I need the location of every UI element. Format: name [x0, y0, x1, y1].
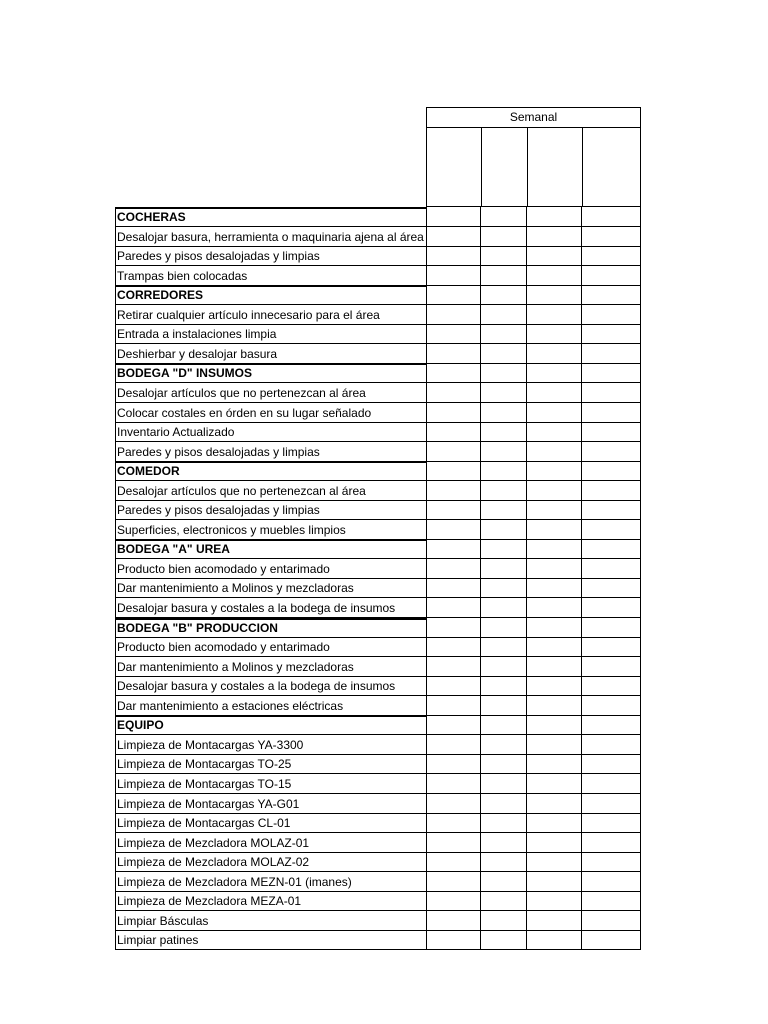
check-cell-week-4[interactable]: [582, 442, 641, 462]
check-cell-week-2[interactable]: [481, 324, 527, 344]
check-cell-week-2[interactable]: [481, 442, 527, 462]
section-title: BODEGA "D" INSUMOS: [117, 366, 252, 380]
check-cell-week-3[interactable]: [527, 598, 582, 618]
check-cell-week-2[interactable]: [481, 872, 527, 892]
task-label: Inventario Actualizado: [117, 425, 235, 439]
check-cell-week-3[interactable]: [527, 344, 582, 364]
check-cell-week-2[interactable]: [481, 403, 527, 423]
check-cell-week-1[interactable]: [426, 285, 481, 305]
section-header-row: [115, 285, 641, 305]
check-cell-week-1[interactable]: [426, 324, 481, 344]
check-cell-week-3[interactable]: [527, 324, 582, 344]
header-divider: [582, 128, 583, 207]
task-label: Desalojar artículos que no pertenezcan al área: [117, 386, 366, 400]
check-cell-week-2[interactable]: [481, 813, 527, 833]
check-cell-week-4[interactable]: [582, 794, 641, 814]
check-cell-week-3[interactable]: [527, 363, 582, 383]
section-header-row: [115, 363, 641, 383]
task-label: Limpieza de Mezcladora MOLAZ-02: [117, 855, 310, 869]
check-cell-week-1[interactable]: [426, 676, 481, 696]
check-cell-week-2[interactable]: [481, 266, 527, 286]
check-cell-week-3[interactable]: [527, 305, 582, 325]
check-cell-week-2[interactable]: [481, 696, 527, 716]
checklist-row: [115, 266, 641, 286]
check-cell-week-2[interactable]: [481, 344, 527, 364]
check-cell-week-4[interactable]: [582, 481, 641, 501]
checklist-row: [115, 305, 641, 325]
checklist-row: [115, 872, 641, 892]
check-cell-week-2[interactable]: [481, 930, 527, 950]
weekly-header-title: Semanal: [426, 107, 641, 128]
check-cell-week-2[interactable]: [481, 852, 527, 872]
check-cell-week-1[interactable]: [426, 715, 481, 735]
check-cell-week-1[interactable]: [426, 735, 481, 755]
checklist-row: [115, 891, 641, 911]
check-cell-week-3[interactable]: [527, 930, 582, 950]
check-cell-week-4[interactable]: [582, 657, 641, 677]
check-cell-week-2[interactable]: [481, 891, 527, 911]
check-cell-week-4[interactable]: [582, 266, 641, 286]
check-cell-week-1[interactable]: [426, 930, 481, 950]
check-cell-week-1[interactable]: [426, 598, 481, 618]
check-cell-week-4[interactable]: [582, 598, 641, 618]
checklist-row: [115, 246, 641, 266]
check-cell-week-1[interactable]: [426, 794, 481, 814]
check-cell-week-1[interactable]: [426, 637, 481, 657]
check-cell-week-1[interactable]: [426, 852, 481, 872]
check-cell-week-4[interactable]: [582, 344, 641, 364]
section-header-row: [115, 461, 641, 481]
check-cell-week-2[interactable]: [481, 207, 527, 227]
check-cell-week-4[interactable]: [582, 227, 641, 247]
check-cell-week-3[interactable]: [527, 559, 582, 579]
check-cell-week-2[interactable]: [481, 754, 527, 774]
check-cell-week-2[interactable]: [481, 794, 527, 814]
task-label: Limpieza de Montacargas TO-25: [117, 757, 292, 771]
check-cell-week-4[interactable]: [582, 852, 641, 872]
check-cell-week-4[interactable]: [582, 403, 641, 423]
check-cell-week-1[interactable]: [426, 363, 481, 383]
checklist-row: [115, 676, 641, 696]
check-cell-week-1[interactable]: [426, 207, 481, 227]
check-cell-week-4[interactable]: [582, 735, 641, 755]
checklist-row: [115, 852, 641, 872]
task-label: Dar mantenimiento a Molinos y mezcladoras: [117, 660, 354, 674]
check-cell-week-1[interactable]: [426, 500, 481, 520]
checklist-row: [115, 520, 641, 540]
check-cell-week-2[interactable]: [481, 657, 527, 677]
check-cell-week-4[interactable]: [582, 911, 641, 931]
check-cell-week-1[interactable]: [426, 246, 481, 266]
task-label: Limpieza de Montacargas YA-G01: [117, 797, 300, 811]
check-cell-week-3[interactable]: [527, 207, 582, 227]
check-cell-week-1[interactable]: [426, 481, 481, 501]
header-divider: [527, 128, 528, 207]
checklist-row: [115, 324, 641, 344]
check-cell-week-3[interactable]: [527, 715, 582, 735]
check-cell-week-3[interactable]: [527, 442, 582, 462]
checklist-row: [115, 598, 641, 618]
task-label: Entrada a instalaciones limpia: [117, 327, 277, 341]
task-label: Limpieza de Montacargas TO-15: [117, 777, 292, 791]
task-label: Paredes y pisos desalojadas y limpias: [117, 503, 320, 517]
task-label: Desalojar basura y costales a la bodega de insumos: [117, 601, 396, 615]
check-cell-week-1[interactable]: [426, 833, 481, 853]
check-cell-week-2[interactable]: [481, 559, 527, 579]
section-header-row: [115, 207, 641, 227]
check-cell-week-2[interactable]: [481, 715, 527, 735]
check-cell-week-4[interactable]: [582, 461, 641, 481]
section-header-row: [115, 539, 641, 559]
section-title: BODEGA "A" UREA: [117, 542, 230, 556]
checklist-row: [115, 794, 641, 814]
check-cell-week-2[interactable]: [481, 618, 527, 638]
check-cell-week-4[interactable]: [582, 696, 641, 716]
check-cell-week-2[interactable]: [481, 227, 527, 247]
check-cell-week-4[interactable]: [582, 813, 641, 833]
checklist-row: [115, 754, 641, 774]
check-cell-week-4[interactable]: [582, 754, 641, 774]
check-cell-week-2[interactable]: [481, 481, 527, 501]
task-label: Dar mantenimiento a Molinos y mezcladoras: [117, 581, 354, 595]
task-label: Desalojar basura, herramienta o maquinaria ajena al área: [117, 230, 424, 244]
check-cell-week-1[interactable]: [426, 578, 481, 598]
checklist-row: [115, 911, 641, 931]
task-label: Limpieza de Montacargas CL-01: [117, 816, 291, 830]
section-header-row: [115, 618, 641, 638]
check-cell-week-4[interactable]: [582, 383, 641, 403]
checklist-row: [115, 657, 641, 677]
check-cell-week-4[interactable]: [582, 676, 641, 696]
check-cell-week-1[interactable]: [426, 227, 481, 247]
checklist-row: [115, 833, 641, 853]
check-cell-week-1[interactable]: [426, 442, 481, 462]
check-cell-week-2[interactable]: [481, 676, 527, 696]
checklist-row: [115, 422, 641, 442]
check-cell-week-2[interactable]: [481, 911, 527, 931]
check-cell-week-3[interactable]: [527, 578, 582, 598]
check-cell-week-3[interactable]: [527, 246, 582, 266]
check-cell-week-2[interactable]: [481, 735, 527, 755]
check-cell-week-4[interactable]: [582, 305, 641, 325]
check-cell-week-2[interactable]: [481, 833, 527, 853]
check-cell-week-1[interactable]: [426, 520, 481, 540]
check-cell-week-2[interactable]: [481, 637, 527, 657]
check-cell-week-4[interactable]: [582, 891, 641, 911]
check-cell-week-4[interactable]: [582, 246, 641, 266]
check-cell-week-3[interactable]: [527, 911, 582, 931]
task-label: Desalojar basura y costales a la bodega de insumos: [117, 679, 396, 693]
section-title: COCHERAS: [117, 210, 186, 224]
check-cell-week-4[interactable]: [582, 324, 641, 344]
section-title: BODEGA "B" PRODUCCION: [117, 621, 278, 635]
task-label: Dar mantenimiento a estaciones eléctricas: [117, 699, 344, 713]
task-label: Producto bien acomodado y entarimado: [117, 562, 330, 576]
check-cell-week-3[interactable]: [527, 227, 582, 247]
check-cell-week-1[interactable]: [426, 422, 481, 442]
check-cell-week-4[interactable]: [582, 500, 641, 520]
check-cell-week-3[interactable]: [527, 754, 582, 774]
task-label: Desalojar artículos que no pertenezcan al área: [117, 484, 366, 498]
checklist-row: [115, 578, 641, 598]
check-cell-week-3[interactable]: [527, 500, 582, 520]
check-cell-week-2[interactable]: [481, 305, 527, 325]
check-cell-week-2[interactable]: [481, 285, 527, 305]
checklist-row: [115, 500, 641, 520]
check-cell-week-1[interactable]: [426, 618, 481, 638]
check-cell-week-4[interactable]: [582, 559, 641, 579]
task-label: Limpieza de Mezcladora MEZN-01 (imanes): [117, 875, 352, 889]
task-label: Colocar costales en órden en su lugar señalado: [117, 406, 372, 420]
check-cell-week-3[interactable]: [527, 383, 582, 403]
check-cell-week-4[interactable]: [582, 872, 641, 892]
checklist-row: [115, 735, 641, 755]
checklist-row: [115, 637, 641, 657]
check-cell-week-4[interactable]: [582, 637, 641, 657]
check-cell-week-1[interactable]: [426, 266, 481, 286]
check-cell-week-1[interactable]: [426, 813, 481, 833]
checklist-row: [115, 344, 641, 364]
check-cell-week-1[interactable]: [426, 774, 481, 794]
check-cell-week-1[interactable]: [426, 911, 481, 931]
task-label: Trampas bien colocadas: [117, 269, 248, 283]
check-cell-week-3[interactable]: [527, 422, 582, 442]
check-cell-week-3[interactable]: [527, 481, 582, 501]
task-label: Deshierbar y desalojar basura: [117, 347, 278, 361]
check-cell-week-1[interactable]: [426, 891, 481, 911]
check-cell-week-4[interactable]: [582, 207, 641, 227]
check-cell-week-2[interactable]: [481, 383, 527, 403]
check-cell-week-2[interactable]: [481, 363, 527, 383]
check-cell-week-4[interactable]: [582, 774, 641, 794]
checklist-row: [115, 383, 641, 403]
check-cell-week-4[interactable]: [582, 520, 641, 540]
check-cell-week-2[interactable]: [481, 246, 527, 266]
check-cell-week-3[interactable]: [527, 403, 582, 423]
task-label: Limpiar Básculas: [117, 914, 209, 928]
section-title: EQUIPO: [117, 718, 164, 732]
check-cell-week-1[interactable]: [426, 539, 481, 559]
section-header-row: [115, 715, 641, 735]
check-cell-week-2[interactable]: [481, 461, 527, 481]
task-label: Limpieza de Mezcladora MOLAZ-01: [117, 836, 310, 850]
check-cell-week-4[interactable]: [582, 578, 641, 598]
check-cell-week-2[interactable]: [481, 520, 527, 540]
task-label: Limpieza de Mezcladora MEZA-01: [117, 894, 302, 908]
check-cell-week-3[interactable]: [527, 520, 582, 540]
check-cell-week-4[interactable]: [582, 539, 641, 559]
check-cell-week-1[interactable]: [426, 403, 481, 423]
check-cell-week-3[interactable]: [527, 266, 582, 286]
check-cell-week-1[interactable]: [426, 559, 481, 579]
checklist-row: [115, 930, 641, 950]
task-label: Producto bien acomodado y entarimado: [117, 640, 330, 654]
checklist-row: [115, 696, 641, 716]
checklist-row: [115, 559, 641, 579]
check-cell-week-4[interactable]: [582, 285, 641, 305]
checklist-row: [115, 442, 641, 462]
check-cell-week-3[interactable]: [527, 657, 582, 677]
check-cell-week-3[interactable]: [527, 285, 582, 305]
checklist-row: [115, 813, 641, 833]
check-cell-week-1[interactable]: [426, 872, 481, 892]
check-cell-week-3[interactable]: [527, 637, 582, 657]
task-label: Paredes y pisos desalojadas y limpias: [117, 445, 320, 459]
checklist-row: [115, 227, 641, 247]
check-cell-week-3[interactable]: [527, 852, 582, 872]
check-cell-week-2[interactable]: [481, 422, 527, 442]
check-cell-week-4[interactable]: [582, 833, 641, 853]
check-cell-week-3[interactable]: [527, 774, 582, 794]
check-cell-week-2[interactable]: [481, 598, 527, 618]
check-cell-week-1[interactable]: [426, 344, 481, 364]
section-title: CORREDORES: [117, 288, 204, 302]
checklist-row: [115, 481, 641, 501]
check-cell-week-1[interactable]: [426, 305, 481, 325]
check-cell-week-1[interactable]: [426, 754, 481, 774]
header-divider: [481, 128, 482, 207]
check-cell-week-2[interactable]: [481, 578, 527, 598]
checklist-row: [115, 403, 641, 423]
check-cell-week-3[interactable]: [527, 618, 582, 638]
check-cell-week-3[interactable]: [527, 794, 582, 814]
task-label: Paredes y pisos desalojadas y limpias: [117, 249, 320, 263]
task-label: Limpiar patines: [117, 933, 199, 947]
check-cell-week-1[interactable]: [426, 383, 481, 403]
check-cell-week-3[interactable]: [527, 813, 582, 833]
task-label: Limpieza de Montacargas YA-3300: [117, 738, 304, 752]
check-cell-week-2[interactable]: [481, 539, 527, 559]
check-cell-week-3[interactable]: [527, 696, 582, 716]
check-cell-week-3[interactable]: [527, 539, 582, 559]
check-cell-week-4[interactable]: [582, 618, 641, 638]
check-cell-week-4[interactable]: [582, 715, 641, 735]
check-cell-week-1[interactable]: [426, 657, 481, 677]
check-cell-week-3[interactable]: [527, 833, 582, 853]
check-cell-week-3[interactable]: [527, 872, 582, 892]
section-title: COMEDOR: [117, 464, 180, 478]
check-cell-week-3[interactable]: [527, 676, 582, 696]
check-cell-week-3[interactable]: [527, 461, 582, 481]
check-cell-week-3[interactable]: [527, 891, 582, 911]
task-label: Superficies, electronicos y muebles limpios: [117, 523, 346, 537]
check-cell-week-4[interactable]: [582, 363, 641, 383]
check-cell-week-2[interactable]: [481, 774, 527, 794]
task-label: Retirar cualquier artículo innecesario para el área: [117, 308, 380, 322]
check-cell-week-1[interactable]: [426, 461, 481, 481]
check-cell-week-4[interactable]: [582, 930, 641, 950]
check-cell-week-1[interactable]: [426, 696, 481, 716]
check-cell-week-2[interactable]: [481, 500, 527, 520]
check-cell-week-4[interactable]: [582, 422, 641, 442]
checklist-row: [115, 774, 641, 794]
check-cell-week-3[interactable]: [527, 735, 582, 755]
